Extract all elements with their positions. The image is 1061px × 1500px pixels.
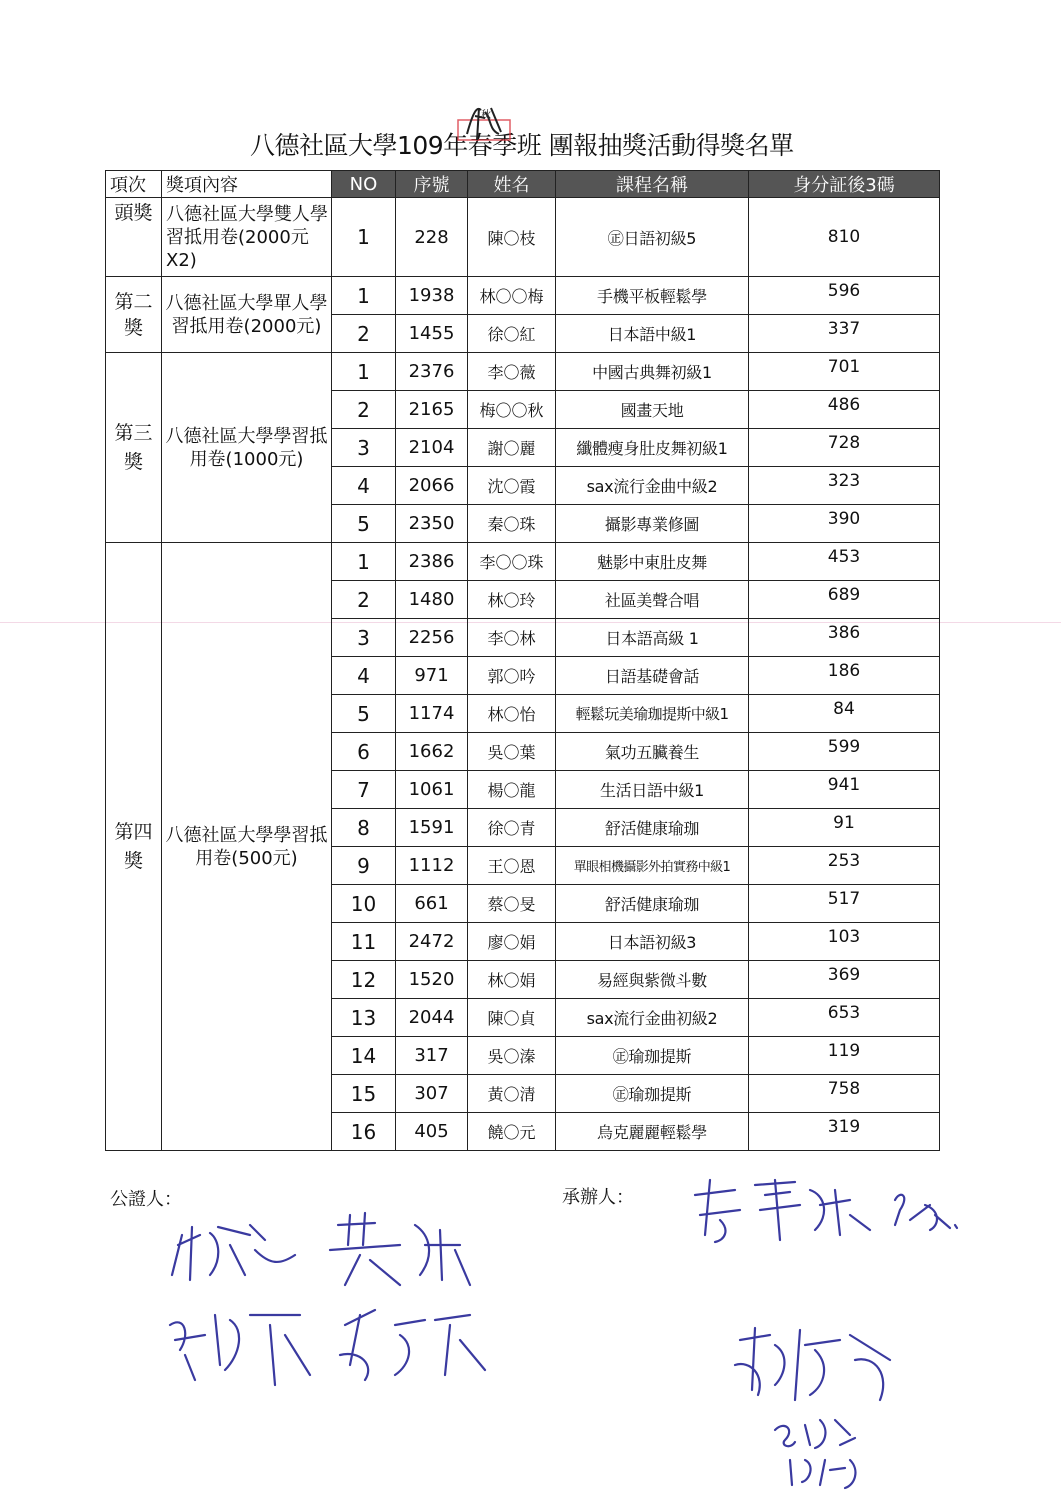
row-seq: 2472 bbox=[396, 923, 468, 961]
header-no: NO bbox=[332, 171, 396, 198]
witness-signatures bbox=[160, 1205, 490, 1395]
row-no: 4 bbox=[332, 467, 396, 505]
row-course: 烏克麗麗輕鬆學 bbox=[556, 1113, 749, 1151]
award-level: 第四獎 bbox=[106, 543, 162, 1151]
row-no: 15 bbox=[332, 1075, 396, 1113]
row-id: 91 bbox=[749, 809, 940, 847]
row-course: ㊣日語初級5 bbox=[556, 198, 749, 277]
header-seq: 序號 bbox=[396, 171, 468, 198]
row-seq: 1112 bbox=[396, 847, 468, 885]
row-no: 1 bbox=[332, 277, 396, 315]
table-row bbox=[106, 543, 940, 581]
award-content: 八德社區大學學習抵用卷(500元) bbox=[162, 543, 332, 1151]
row-name: 黃〇清 bbox=[468, 1075, 556, 1113]
row-name: 林〇〇梅 bbox=[468, 277, 556, 315]
stamp-text: 秋 bbox=[481, 110, 491, 121]
row-no: 5 bbox=[332, 695, 396, 733]
row-name: 謝〇麗 bbox=[468, 429, 556, 467]
row-no: 2 bbox=[332, 391, 396, 429]
row-id: 728 bbox=[749, 429, 940, 467]
row-course: 日本語中級1 bbox=[556, 315, 749, 353]
row-seq: 2350 bbox=[396, 505, 468, 543]
row-seq: 307 bbox=[396, 1075, 468, 1113]
table-row bbox=[106, 198, 940, 277]
row-seq: 1520 bbox=[396, 961, 468, 999]
row-name: 陳〇枝 bbox=[468, 198, 556, 277]
row-course: 易經與紫微斗數 bbox=[556, 961, 749, 999]
row-course: 纖體瘦身肚皮舞初級1 bbox=[556, 429, 749, 467]
row-course: sax流行金曲中級2 bbox=[556, 467, 749, 505]
row-id: 323 bbox=[749, 467, 940, 505]
row-course: 日語基礎會話 bbox=[556, 657, 749, 695]
row-course: 中國古典舞初級1 bbox=[556, 353, 749, 391]
row-name: 徐〇青 bbox=[468, 809, 556, 847]
header-level: 項次 bbox=[106, 171, 162, 198]
award-level: 頭獎 bbox=[106, 198, 162, 277]
awards-table bbox=[105, 170, 940, 1151]
row-id: 517 bbox=[749, 885, 940, 923]
row-name: 李〇林 bbox=[468, 619, 556, 657]
header-name: 姓名 bbox=[468, 171, 556, 198]
row-course: 手機平板輕鬆學 bbox=[556, 277, 749, 315]
row-seq: 1591 bbox=[396, 809, 468, 847]
row-seq: 971 bbox=[396, 657, 468, 695]
row-seq: 661 bbox=[396, 885, 468, 923]
row-seq: 2376 bbox=[396, 353, 468, 391]
award-content: 八德社區大學雙人學習抵用卷(2000元X2) bbox=[162, 198, 332, 277]
header-content: 獎項內容 bbox=[162, 171, 332, 198]
row-name: 林〇玲 bbox=[468, 581, 556, 619]
row-name: 楊〇龍 bbox=[468, 771, 556, 809]
row-course: ㊣瑜珈提斯 bbox=[556, 1037, 749, 1075]
row-no: 3 bbox=[332, 429, 396, 467]
row-course: 攝影專業修圖 bbox=[556, 505, 749, 543]
organizer-label: 承辦人： bbox=[562, 1187, 634, 1208]
row-seq: 2386 bbox=[396, 543, 468, 581]
row-no: 1 bbox=[332, 198, 396, 277]
award-content: 八德社區大學學習抵用卷(1000元) bbox=[162, 353, 332, 543]
row-no: 11 bbox=[332, 923, 396, 961]
row-no: 2 bbox=[332, 581, 396, 619]
row-no: 1 bbox=[332, 543, 396, 581]
row-course: 國畫天地 bbox=[556, 391, 749, 429]
row-seq: 2066 bbox=[396, 467, 468, 505]
row-course: 單眼相機攝影外拍實務中級1 bbox=[556, 847, 749, 885]
row-seq: 1480 bbox=[396, 581, 468, 619]
row-id: 596 bbox=[749, 277, 940, 315]
row-id: 390 bbox=[749, 505, 940, 543]
row-id: 386 bbox=[749, 619, 940, 657]
row-name: 梅〇〇秋 bbox=[468, 391, 556, 429]
row-name: 李〇〇珠 bbox=[468, 543, 556, 581]
witness-label: 公證人： bbox=[110, 1189, 182, 1210]
header-id: 身分証後3碼 bbox=[749, 171, 940, 198]
row-name: 沈〇霞 bbox=[468, 467, 556, 505]
row-no: 12 bbox=[332, 961, 396, 999]
row-id: 758 bbox=[749, 1075, 940, 1113]
row-id: 486 bbox=[749, 391, 940, 429]
row-seq: 1174 bbox=[396, 695, 468, 733]
row-name: 李〇薇 bbox=[468, 353, 556, 391]
row-seq: 1938 bbox=[396, 277, 468, 315]
row-id: 186 bbox=[749, 657, 940, 695]
table-header-row bbox=[106, 171, 940, 198]
row-id: 689 bbox=[749, 581, 940, 619]
row-id: 453 bbox=[749, 543, 940, 581]
row-course: sax流行金曲初級2 bbox=[556, 999, 749, 1037]
row-seq: 2104 bbox=[396, 429, 468, 467]
table-row bbox=[106, 277, 940, 315]
row-name: 蔡〇旻 bbox=[468, 885, 556, 923]
row-name: 廖〇娟 bbox=[468, 923, 556, 961]
row-id: 653 bbox=[749, 999, 940, 1037]
row-course: 日本語初級3 bbox=[556, 923, 749, 961]
award-level: 第三獎 bbox=[106, 353, 162, 543]
row-id: 119 bbox=[749, 1037, 940, 1075]
row-course: 社區美聲合唱 bbox=[556, 581, 749, 619]
row-no: 7 bbox=[332, 771, 396, 809]
row-no: 5 bbox=[332, 505, 396, 543]
row-id: 84 bbox=[749, 695, 940, 733]
row-course: 舒活健康瑜珈 bbox=[556, 885, 749, 923]
row-course: 生活日語中級1 bbox=[556, 771, 749, 809]
row-name: 王〇恩 bbox=[468, 847, 556, 885]
row-no: 9 bbox=[332, 847, 396, 885]
row-course: 日本語高級 1 bbox=[556, 619, 749, 657]
organizer-signature bbox=[685, 1170, 965, 1250]
row-name: 饒〇元 bbox=[468, 1113, 556, 1151]
header-course: 課程名稱 bbox=[556, 171, 749, 198]
row-course: ㊣瑜珈提斯 bbox=[556, 1075, 749, 1113]
row-course: 輕鬆玩美瑜珈提斯中級1 bbox=[556, 695, 749, 733]
row-id: 319 bbox=[749, 1113, 940, 1151]
row-no: 3 bbox=[332, 619, 396, 657]
row-id: 941 bbox=[749, 771, 940, 809]
row-name: 吳〇溱 bbox=[468, 1037, 556, 1075]
row-name: 林〇怡 bbox=[468, 695, 556, 733]
row-name: 吳〇葉 bbox=[468, 733, 556, 771]
row-id: 810 bbox=[749, 198, 940, 277]
row-course: 氣功五臟養生 bbox=[556, 733, 749, 771]
row-seq: 228 bbox=[396, 198, 468, 277]
row-no: 8 bbox=[332, 809, 396, 847]
row-seq: 2165 bbox=[396, 391, 468, 429]
approval-stamp bbox=[455, 104, 515, 148]
row-no: 16 bbox=[332, 1113, 396, 1151]
row-no: 4 bbox=[332, 657, 396, 695]
second-signature bbox=[730, 1320, 910, 1495]
row-no: 1 bbox=[332, 353, 396, 391]
row-id: 701 bbox=[749, 353, 940, 391]
row-name: 郭〇吟 bbox=[468, 657, 556, 695]
row-id: 369 bbox=[749, 961, 940, 999]
row-seq: 1662 bbox=[396, 733, 468, 771]
row-seq: 2044 bbox=[396, 999, 468, 1037]
page-title: 八德社區大學109年春季班 團報抽獎活動得獎名單 bbox=[250, 131, 794, 160]
row-seq: 1455 bbox=[396, 315, 468, 353]
award-content: 八德社區大學單人學習抵用卷(2000元) bbox=[162, 277, 332, 353]
row-name: 秦〇珠 bbox=[468, 505, 556, 543]
row-course: 舒活健康瑜珈 bbox=[556, 809, 749, 847]
row-id: 599 bbox=[749, 733, 940, 771]
row-no: 10 bbox=[332, 885, 396, 923]
row-id: 337 bbox=[749, 315, 940, 353]
row-no: 6 bbox=[332, 733, 396, 771]
row-no: 13 bbox=[332, 999, 396, 1037]
row-name: 林〇娟 bbox=[468, 961, 556, 999]
table-row bbox=[106, 353, 940, 391]
row-seq: 1061 bbox=[396, 771, 468, 809]
row-seq: 405 bbox=[396, 1113, 468, 1151]
row-seq: 317 bbox=[396, 1037, 468, 1075]
award-level: 第二獎 bbox=[106, 277, 162, 353]
row-no: 2 bbox=[332, 315, 396, 353]
row-id: 103 bbox=[749, 923, 940, 961]
row-name: 陳〇貞 bbox=[468, 999, 556, 1037]
row-name: 徐〇紅 bbox=[468, 315, 556, 353]
row-course: 魅影中東肚皮舞 bbox=[556, 543, 749, 581]
row-id: 253 bbox=[749, 847, 940, 885]
row-seq: 2256 bbox=[396, 619, 468, 657]
row-no: 14 bbox=[332, 1037, 396, 1075]
